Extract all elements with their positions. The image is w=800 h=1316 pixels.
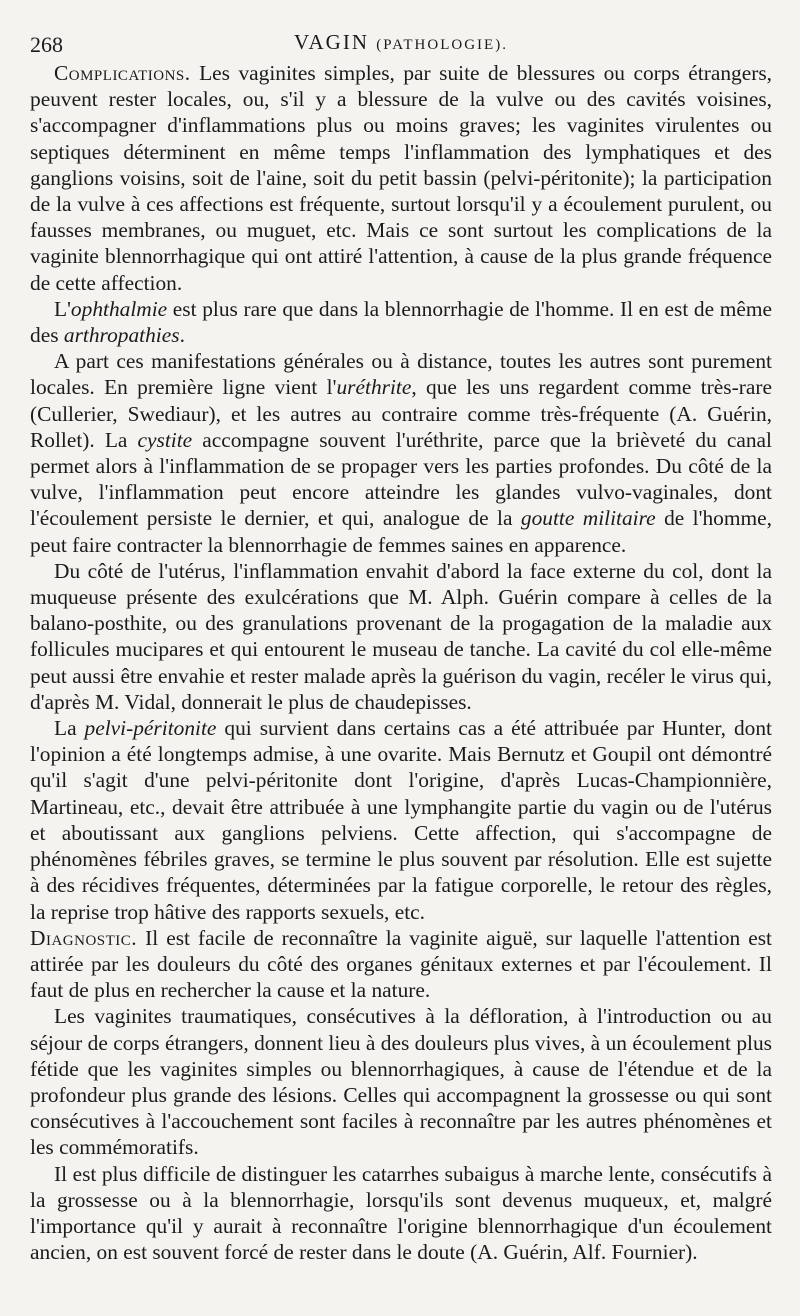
italic-term: arthropathies <box>63 323 180 348</box>
running-title-main: VAGIN <box>294 30 369 54</box>
paragraph-pelvi-peritonite <box>30 715 772 925</box>
italic-term: cystite <box>137 427 193 452</box>
running-title-sub: (PATHOLOGIE). <box>376 37 508 53</box>
paragraph-text: Du côté de l'utérus, l'inflammation envahit d'abord la face externe du col, dont la muqueuse présente des exulcérations que M. Alph. Guérin compare à celles de la balano-posthite, ou des granulations provenant de la progagation de la maladie aux follicules mucipares et qui entourent le museau de tanche. La cavité du col elle-même peut aussi être envahie et rester malade après la guérison du vagin, recéler le virus qui, d'après M. Vidal, donnerait le plus de chaudepisses. <box>30 558 772 714</box>
text-run: L' <box>54 296 71 321</box>
italic-term: goutte militaire <box>520 506 656 531</box>
italic-term: ophthalmie <box>70 296 168 321</box>
text-run: . <box>179 323 185 348</box>
text-run: La <box>54 716 85 741</box>
italic-term: pelvi-péritonite <box>84 716 217 741</box>
page-header <box>30 22 772 58</box>
section-lead-diagnostic: Diagnostic. <box>30 925 138 950</box>
page-body <box>30 60 772 1265</box>
section-lead-complications: Complications. <box>54 61 191 85</box>
text-run: est plus rare que dans la blennorrhagie de l'homme. Il en est de même des <box>30 296 772 348</box>
paragraph-uterus <box>30 558 772 715</box>
paragraph-traumatic <box>30 1003 772 1160</box>
text-run: A part ces manifestations générales ou à distance, toutes les autres sont purement locales. En première ligne vient l' <box>30 349 772 400</box>
paragraph-chronic <box>30 1161 772 1266</box>
paragraph-text: Il est plus difficile de distinguer les catarrhes subaigus à marche lente, consécutifs à la grossesse ou à la blennorrhagie, lorsqu'ils sont devenus muqueux, et, malgré l'importance qu'il y aurait à reconnaître l'origine blennorrhagique d'un écoulement ancien, on est souvent forcé de rester dans le doute (A. Guérin, Alf. Fournier). <box>30 1161 772 1265</box>
paragraph-diagnostic <box>30 925 772 1004</box>
running-title <box>30 30 772 55</box>
italic-term: uréthrite <box>336 375 412 400</box>
paragraph-text: Il est facile de reconnaître la vaginite aiguë, sur laquelle l'attention est attirée par les douleurs du côté des organes génitaux externes et par l'écoulement. Il faut de plus en rechercher la cause et la nature. <box>30 925 772 1003</box>
paragraph-text: Les vaginites traumatiques, consécutives à la défloration, à l'introduction ou au séjour de corps étrangers, donnent lieu à des douleurs plus vives, à un écoulement plus fétide que les vaginites simples ou blennorrhagiques, à cause de l'étendue et de la profondeur plus grande des lésions. Celles qui accompagnent la grossesse ou qui sont consécutives à l'accouchement sont faciles à reconnaître par les autres phénomènes et les commémoratifs. <box>30 1004 772 1160</box>
paragraph-text: Les vaginites simples, par suite de blessures ou corps étrangers, peuvent rester locales, ou, s'il y a blessure de la vulve ou des cavités voisines, s'accompagner d'inflammations plus ou moins graves; les vaginites virulentes ou septiques déterminent en même temps l'inflammation des lymphatiques et des ganglions voisins, soit de l'aine, soit du petit bassin (pelvi-péritonite); la participation de la vulve à ces affections est fréquente, surtout lorsqu'il y a écoulement purulent, ou fausses membranes, ou muguet, etc. Mais ce sont surtout les complications de la vaginite blennorrhagique qui ont attiré l'attention, à cause de la plus grande fréquence de cette affection. <box>30 61 772 295</box>
text-run: qui survient dans certains cas a été attribuée par Hunter, dont l'opinion a été longtemps admise, à une ovarite. Mais Bernutz et Goupil ont démontré qu'il s'agit d'une pelvi-péritonite dont l'origine, d'après Lucas-Championnière, Martineau, etc., devait être attribuée à une lymphangite partie du vagin ou de l'utérus et aboutissant aux ganglions pelviens. Cette affection, qui s'accompagne de phénomènes fébriles graves, se termine le plus souvent par résolution. Elle est sujette à des récidives fréquentes, déterminées par la fatigue corporelle, le retour des règles, la reprise trop hâtive des rapports sexuels, etc. <box>30 716 772 924</box>
paragraph-local-manifestations <box>30 348 772 558</box>
paragraph-complications <box>30 60 772 296</box>
page-number: 268 <box>30 32 63 57</box>
text-run: de l'homme, peut faire contracter la blennorrhagie de femmes saines en apparence. <box>30 506 772 557</box>
text-run: , que les uns regardent comme très-rare (Cullerier, Swediaur), et les autres au contraire comme très-fréquente (A. Guérin, Rollet). La <box>30 375 772 452</box>
text-run: accompagne souvent l'uréthrite, parce que la brièveté du canal permet alors à l'inflammation de se propager vers les parties profondes. Du côté de la vulve, l'inflammation peut encore atteindre les glandes vulvo-vaginales, dont l'écoulement persiste le dernier, et qui, analogue de la <box>30 427 772 531</box>
paragraph-ophthalmie <box>30 296 772 348</box>
